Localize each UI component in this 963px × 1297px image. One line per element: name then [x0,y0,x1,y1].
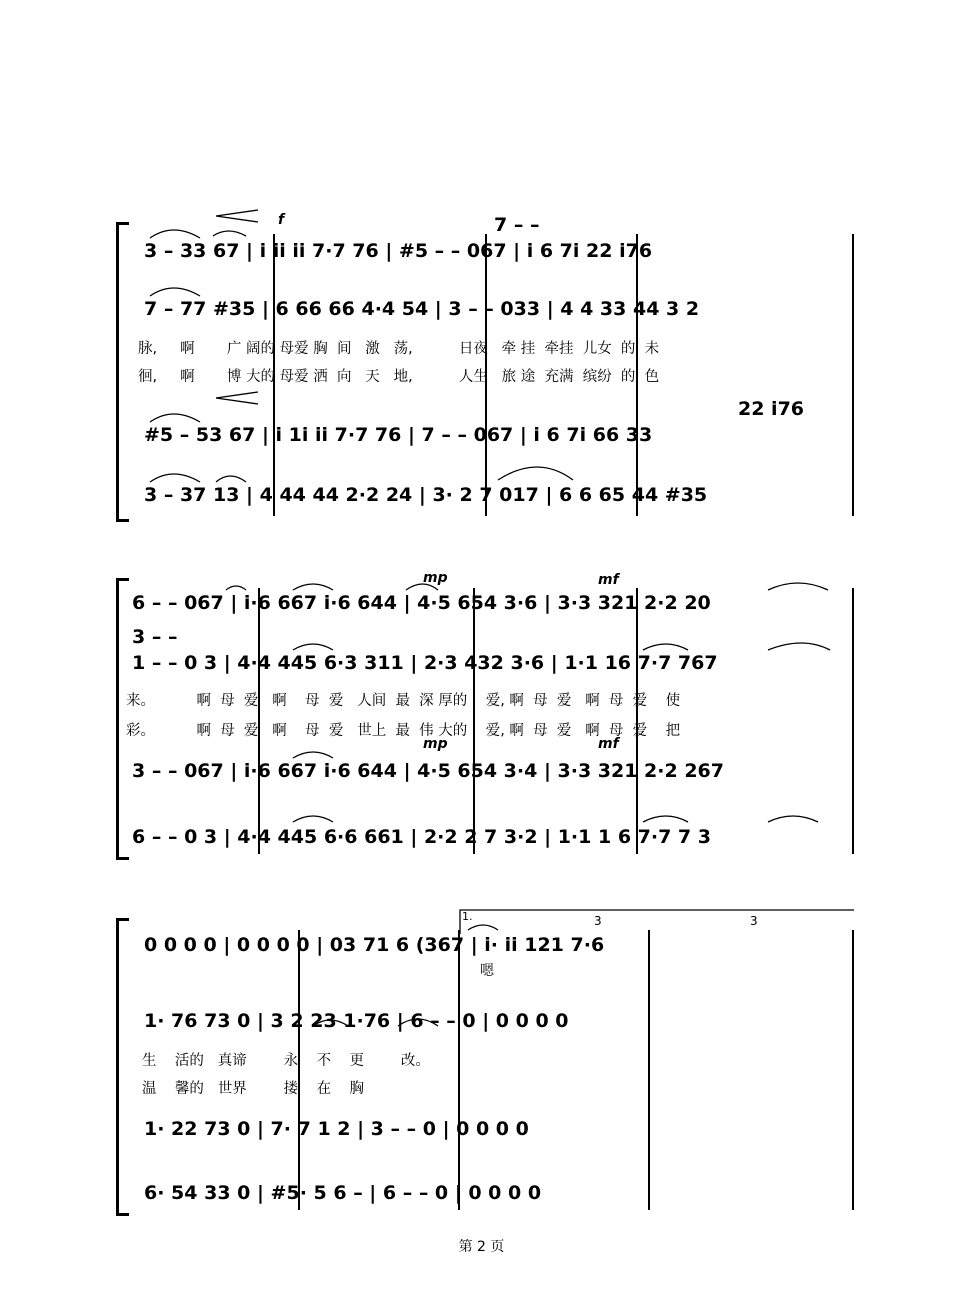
lyric-line: 彩。 啊 母 爱 啊 母 爱 世上 最 伟 大的 爱, 啊 母 爱 啊 母 爱 把 [126,723,681,739]
lyric-line: 徊, 啊 博 大的 母爱 洒 向 天 地, 人生 旅 途 充满 缤纷 的 色 [138,369,660,385]
score-system-3 [118,910,854,1216]
dynamic-mark: mp [423,736,448,752]
voice-line: 6· 54 33 0 | #5· 5 6 – | 6 – – 0 | 0 0 0 0 [144,1182,542,1204]
score-system-2 [118,570,854,860]
extra-voice-notes: 22 i76 [738,398,805,420]
dynamic-mark: mf [598,572,619,588]
lyric-line: 脉, 啊 广 阔的 母爱 胸 间 激 荡, 日夜 牵 挂 牵挂 儿女 的 未 [138,341,660,357]
slur-marks [118,578,854,860]
voice-line: #5 – 53 67 | i 1i ii 7·7 76 | 7 – – 067 | i 6 7i 66 33 [144,424,653,446]
lyric-line: 温 馨的 世界 搂 在 胸 [142,1081,365,1097]
voice-line: 6 – – 067 | i·6 667 i·6 644 | 4·5 654 3·6 | 3·3 321 2·2 20 [132,592,711,614]
hum-lyric: 嗯 [480,963,494,979]
dynamic-mark: f [278,212,285,228]
dynamic-mark: mf [598,736,619,752]
extra-voice-notes: 3 – – [132,626,178,648]
voice-line: 1 – – 0 3 | 4·4 445 6·3 311 | 2·3 432 3·6 | 1·1 16 7·7 767 [132,652,718,674]
extra-voice-notes: 7 – – [494,214,540,236]
voice-line: 6 – – 0 3 | 4·4 445 6·6 661 | 2·2 2 7 3·2 | 1·1 1 6 7·7 7 3 [132,826,711,848]
page-number: 第 2 页 [458,1239,505,1255]
lyric-line: 生 活的 真谛 永 不 更 改。 [142,1053,430,1069]
triplet-mark: 3 [750,914,758,928]
voice-line: 1· 76 73 0 | 3 2 23 1·76 | 6 – – 0 | 0 0 0 0 [144,1010,569,1032]
voice-line: 7 – 77 #35 | 6 66 66 4·4 54 | 3 – – 033 | 4 4 33 44 3 2 [144,298,700,320]
triplet-mark: 3 [594,914,602,928]
voice-line: 3 – – 067 | i·6 667 i·6 644 | 4·5 654 3·4 | 3·3 321 2·2 267 [132,760,724,782]
voice-line: 1· 22 73 0 | 7· 7 1 2 | 3 – – 0 | 0 0 0 0 [144,1118,529,1140]
voice-line: 0 0 0 0 | 0 0 0 0 | 03 71 6 (367 | i· ii 121 7·6 [144,934,605,956]
dynamic-mark: mp [423,570,448,586]
slur-marks [118,222,854,522]
score-system-1 [118,212,854,522]
voice-line: 3 – 37 13 | 4 44 44 2·2 24 | 3· 2 7 017 | 6 6 65 44 #35 [144,484,708,506]
volta-label: 1. [462,910,473,923]
lyric-line: 来。 啊 母 爱 啊 母 爱 人间 最 深 厚的 爱, 啊 母 爱 啊 母 爱 使 [126,693,681,709]
voice-line: 3 – 33 67 | i ii ii 7·7 76 | #5 – – 067 | i 6 7i 22 i76 [144,240,653,262]
